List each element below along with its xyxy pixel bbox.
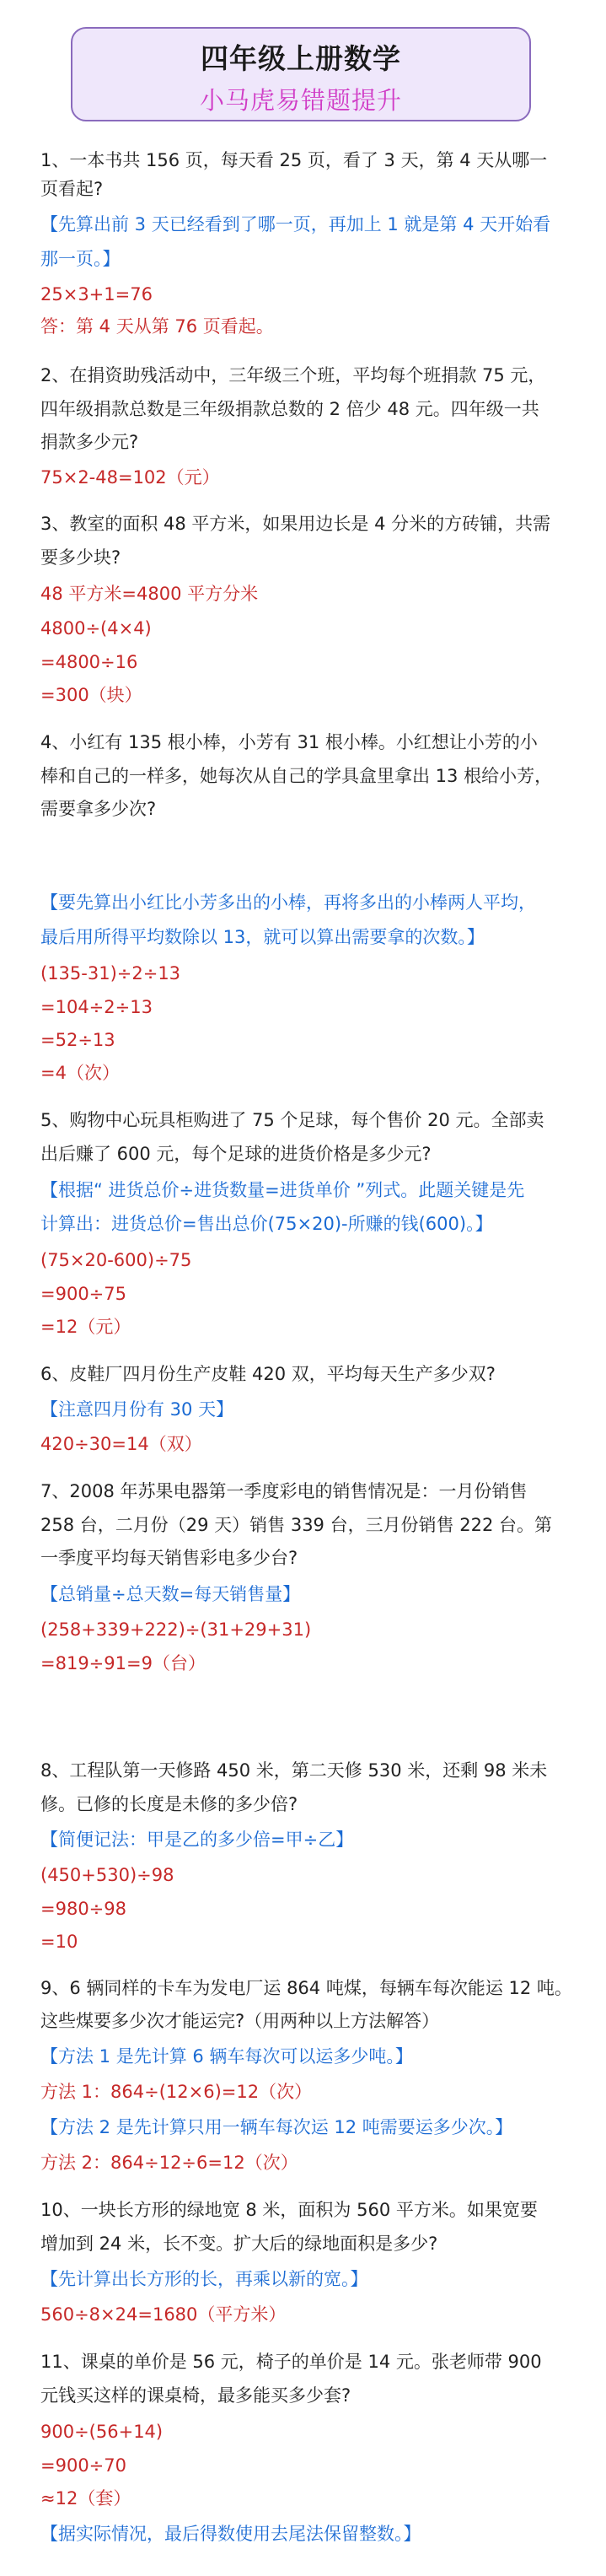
hint-line: 【方法 2 是先计算只用一辆车每次运 12 吨需要运多少次。】: [40, 2117, 513, 2137]
question-line: 8、工程队第一天修路 450 米，第二天修 530 米，还剩 98 米未: [40, 1760, 548, 1781]
question-line: 棒和自己的一样多，她每次从自己的学具盒里拿出 13 根给小芳，: [40, 766, 553, 786]
question-line: 增加到 24 米，长不变。扩大后的绿地面积是多少?: [40, 2234, 438, 2254]
question-line: 5、购物中心玩具柜购进了 75 个足球，每个售价 20 元。全部卖: [40, 1110, 544, 1130]
hint-line: 那一页。】: [40, 249, 121, 269]
hint-line: 最后用所得平均数除以 13，就可以算出需要拿的次数。】: [40, 927, 485, 947]
question-line: 6、皮鞋厂四月份生产皮鞋 420 双，平均每天生产多少双?: [40, 1364, 496, 1384]
hint-line: 【要先算出小红比小芳多出的小棒，再将多出的小棒两人平均，: [40, 892, 536, 913]
hint-line: 【简便记法：甲是乙的多少倍=甲÷乙】: [40, 1830, 354, 1850]
hint-line: 【根据“ 进货总价÷进货数量=进货单价 ”列式。此题关键是先: [40, 1180, 525, 1200]
hint-line: 【总销量÷总天数=每天销售量】: [40, 1584, 301, 1604]
question-line: 出后赚了 600 元，每个足球的进货价格是多少元?: [40, 1144, 432, 1164]
answer-line: =4800÷16: [40, 652, 138, 672]
question-line: 4、小红有 135 根小棒，小芳有 31 根小棒。小红想让小芳的小: [40, 732, 538, 752]
answer-line: ≈12（套）: [40, 2488, 131, 2509]
question-line: 3、教室的面积 48 平方米，如果用边长是 4 分米的方砖铺，共需: [40, 514, 551, 534]
page-title: 四年级上册数学: [201, 42, 401, 75]
answer-line: =12（元）: [40, 1317, 131, 1337]
answer-line: =819÷91=9（台）: [40, 1653, 206, 1673]
hint-line: 【注意四月份有 30 天】: [40, 1399, 234, 1420]
question-line: 元钱买这样的课桌椅，最多能买多少套?: [40, 2385, 351, 2406]
hint-line: 计算出：进货总价=售出总价(75×20)-所赚的钱(600)。】: [40, 1214, 493, 1234]
title-banner: [71, 27, 531, 121]
question-line: 1、一本书共 156 页，每天看 25 页，看了 3 天，第 4 天从哪一: [40, 150, 548, 170]
question-line: 捐款多少元?: [40, 432, 139, 452]
answer-line: (258+339+222)÷(31+29+31): [40, 1619, 312, 1640]
answer-line: 48 平方米=4800 平方分米: [40, 584, 259, 604]
answer-line: 25×3+1=76: [40, 284, 153, 304]
answer-line: =4（次）: [40, 1063, 120, 1083]
question-line: 页看起?: [40, 179, 104, 199]
answer-line: 75×2-48=102（元）: [40, 467, 220, 488]
question-line: 四年级捐款总数是三年级捐款总数的 2 倍少 48 元。四年级一共: [40, 399, 539, 419]
answer-line: =10: [40, 1932, 78, 1952]
question-line: 需要拿多少次?: [40, 799, 157, 819]
answer-line: (450+530)÷98: [40, 1865, 174, 1885]
answer-line: 4800÷(4×4): [40, 618, 152, 639]
hint-line: 【据实际情况，最后得数使用去尾法保留整数。】: [40, 2524, 421, 2544]
question-line: 258 台，二月份（29 天）销售 339 台，三月份销售 222 台。第: [40, 1515, 553, 1535]
question-line: 7、2008 年苏果电器第一季度彩电的销售情况是：一月份销售: [40, 1481, 528, 1501]
question-line: 这些煤要多少次才能运完?（用两种以上方法解答）: [40, 2011, 440, 2031]
answer-line: 560÷8×24=1680（平方米）: [40, 2304, 287, 2325]
answer-line: 900÷(56+14): [40, 2422, 164, 2442]
answer-line: (75×20-600)÷75: [40, 1250, 192, 1270]
answer-line: =900÷75: [40, 1284, 126, 1304]
answer-line: =900÷70: [40, 2455, 126, 2476]
question-line: 一季度平均每天销售彩电多少台?: [40, 1548, 298, 1568]
answer-line: =300（块）: [40, 685, 142, 705]
answer-line: 420÷30=14（双）: [40, 1434, 202, 1454]
answer-line: (135-31)÷2÷13: [40, 963, 181, 984]
question-line: 10、一块长方形的绿地宽 8 米，面积为 560 平方米。如果宽要: [40, 2200, 538, 2220]
answer-line: 答：第 4 天从第 76 页看起。: [40, 316, 274, 337]
answer-line: =52÷13: [40, 1030, 115, 1050]
answer-line: 方法 1：864÷(12×6)=12（次）: [40, 2082, 313, 2102]
hint-line: 【先计算出长方形的长，再乘以新的宽。】: [40, 2269, 368, 2289]
answer-line: =104÷2÷13: [40, 997, 153, 1017]
question-line: 修。已修的长度是未修的多少倍?: [40, 1794, 298, 1814]
answer-line: =980÷98: [40, 1899, 126, 1919]
question-line: 要多少块?: [40, 547, 121, 568]
question-line: 11、课桌的单价是 56 元，椅子的单价是 14 元。张老师带 900: [40, 2352, 542, 2372]
hint-line: 【先算出前 3 天已经看到了哪一页，再加上 1 就是第 4 天开始看: [40, 214, 551, 234]
question-line: 9、6 辆同样的卡车为发电厂运 864 吨煤，每辆车每次能运 12 吨。: [40, 1978, 572, 1998]
question-line: 2、在捐资助残活动中，三年级三个班，平均每个班捐款 75 元，: [40, 365, 546, 385]
answer-line: 方法 2：864÷12÷6=12（次）: [40, 2153, 298, 2173]
hint-line: 【方法 1 是先计算 6 辆车每次可以运多少吨。】: [40, 2046, 413, 2067]
page-subtitle: 小马虎易错题提升: [199, 86, 402, 115]
